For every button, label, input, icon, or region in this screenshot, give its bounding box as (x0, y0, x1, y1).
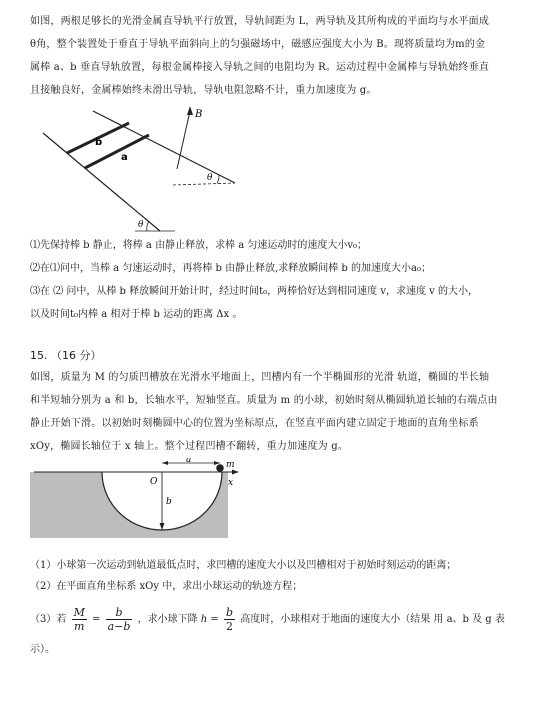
q15-sub-3 (30, 606, 505, 634)
q14-sub-1: ⑴先保持棒 b 静止，将棒 a 由静止释放，求棒 a 匀速运动时的速度大小v₀； (30, 240, 368, 251)
h-equals: h = (200, 614, 219, 625)
label-a: a (121, 152, 128, 163)
q15-sub-2: （2）在平面直角坐标系 xOy 中，求出小球运动的轨迹方程； (30, 581, 303, 592)
rail-right (93, 111, 235, 183)
q15-sub-3-end: 高度时，小球相对于地面的速度大小（结果 用 a、b 及 g 表 (240, 614, 505, 625)
q15-line-1: 如图，质量为 M 的匀质凹槽放在光滑水平地面上，凹槽内有一个半椭圆形的光滑 轨道，椭圆的半长轴 (30, 372, 490, 383)
x-axis-arrowhead-icon (232, 470, 239, 475)
q14-line-2: θ角，整个装置处于垂直于导轨平面斜向上的匀强磁场中，磁感应强度大小为 B。现将质量均为m的金 (30, 39, 486, 50)
q15-sub-3-middle: ，求小球下降 (137, 614, 198, 625)
label-theta-2: θ (138, 220, 144, 230)
fraction-b-over-2 (224, 606, 235, 633)
label-b: b (95, 137, 103, 148)
fraction-denominator-2: 2 (226, 620, 233, 633)
q15-sub-3-prefix: （3）若 (30, 614, 67, 625)
q15-groove-figure (30, 458, 240, 540)
q15-line-3: 静止开始下滑。以初始时刻椭圆中心的位置为坐标原点，在竖直平面内建立固定于地面的直角坐标系 (30, 418, 479, 429)
label-B: B (195, 109, 203, 120)
field-arrowhead-icon (187, 106, 193, 115)
label-theta-1: θ (207, 173, 213, 183)
label-b: b (166, 497, 172, 507)
q15-sub-1: （1）小球第一次运动到轨道最低点时，求凹槽的速度大小以及凹槽相对于初始时刻运动的距离； (30, 560, 457, 571)
q15-line-4: xOy，椭圆长轴位于 x 轴上。整个过程凹槽不翻转，重力加速度为 g。 (30, 441, 349, 452)
fraction-numerator-b2: b (225, 606, 234, 619)
q14-sub-3-line-1: ⑶在 ⑵ 问中，从棒 b 释放瞬间开始计时，经过时间t₀，两棒恰好达到相同速度 v，求速度 v 的大小， (30, 286, 478, 297)
q14-line-3: 属棒 a、b 垂直导轨放置，每根金属棒接入导轨之间的电阻均为 R。运动过程中金属棒与导轨始终垂直 (30, 62, 490, 73)
q15-line-2: 和半短轴分别为 a 和 b，长轴水平，短轴竖直。质量为 m 的小球，初始时刻从椭圆轨道长轴的右端点由 (30, 395, 498, 406)
q14-line-4: 且接触良好，金属棒始终未滑出导轨，导轨电阻忽略不计，重力加速度为 g。 (30, 85, 377, 96)
b-arrowhead-icon (160, 523, 165, 530)
label-a: a (186, 458, 192, 465)
groove-body (30, 472, 228, 538)
equals-sign: = (92, 614, 101, 625)
fraction-denominator-a-minus-b: a−b (107, 620, 131, 633)
field-arrow (177, 111, 190, 169)
fraction-numerator-b: b (106, 606, 133, 620)
ball (216, 464, 224, 472)
q14-stem (30, 10, 535, 102)
q14-line-1: 如图，两根足够长的光滑金属直导轨平行放置，导轨间距为 L，两导轨及其所构成的平面均与水平面成 (30, 16, 490, 27)
label-m: m (226, 460, 235, 470)
q14-rails-figure (35, 103, 245, 233)
fraction-numerator-M: M (73, 606, 85, 619)
fraction-M-over-m (72, 606, 87, 633)
label-x: x (228, 478, 234, 488)
fraction-b-over-a-minus-b (106, 606, 133, 633)
q15-heading: 15. （16 分） (30, 349, 102, 362)
q14-sub-2: ⑵在⑴问中，当棒 a 匀速运动时，再将棒 b 由静止释放,求释放瞬间棒 b 的加速度大小a₀； (30, 263, 431, 274)
fraction-denominator-m: m (73, 620, 85, 633)
q15-sub-3-tail: 示）。 (30, 644, 55, 655)
q14-sub-3-line-2: 以及时间t₀内棒 a 相对于棒 b 运动的距离 Δx 。 (30, 309, 243, 320)
dashed-horizontal-1 (173, 183, 235, 185)
q15-stem (30, 366, 535, 458)
angle-arc-2 (147, 221, 149, 231)
label-O: O (150, 477, 158, 487)
angle-arc-1 (217, 175, 219, 184)
a-left-arrowhead-icon (162, 461, 168, 465)
